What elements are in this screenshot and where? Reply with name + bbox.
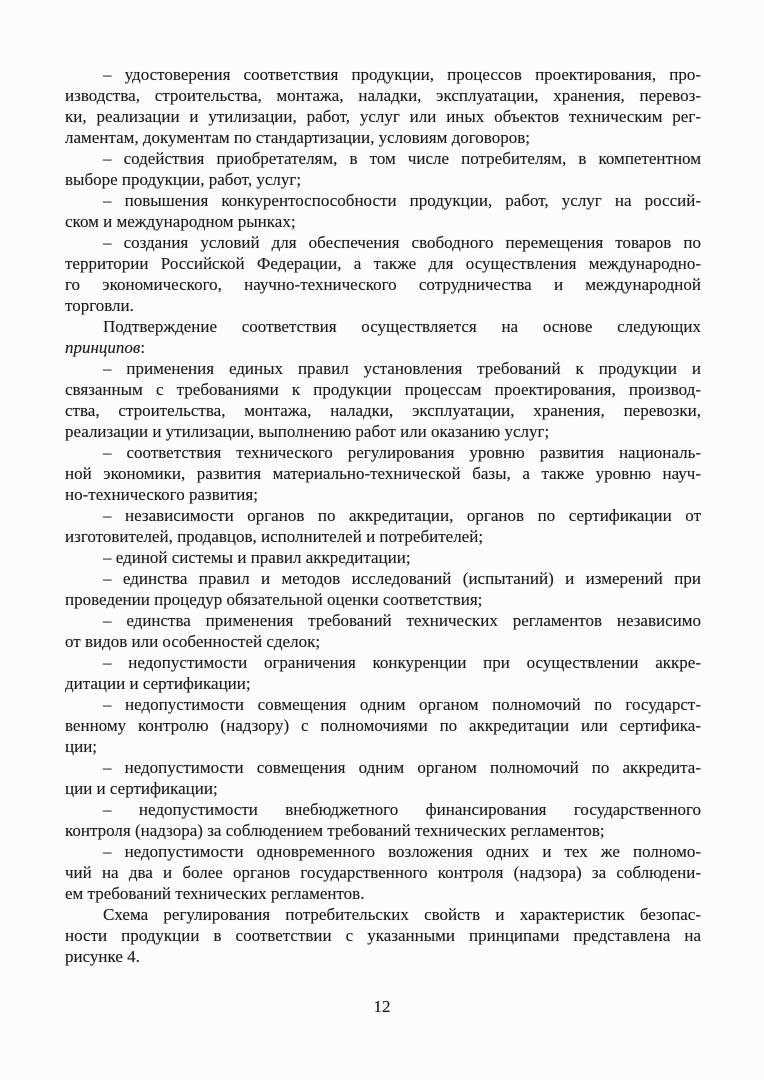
text-line: дитации и сертификации; (65, 674, 251, 693)
text-line: венному контролю (надзору) с полномочиями по аккредитации или сертифика- (65, 716, 701, 735)
text-line: ции; (65, 737, 98, 756)
text-line: – применения единых правил установления требований к продукции и (103, 359, 701, 378)
text-line: – недопустимости ограничения конкуренции при осуществлении аккре- (103, 653, 701, 672)
text-line (65, 337, 701, 358)
paragraph (65, 799, 701, 841)
paragraph (65, 64, 701, 148)
text-line: ки, реализации и утилизации, работ, услуг или иных объектов техническим рег- (65, 107, 701, 126)
text-line: – единства правил и методов исследований (испытаний) и измерений при (103, 569, 701, 588)
paragraph (65, 841, 701, 904)
text-line: – повышения конкурентоспособности продукции, работ, услуг на россий- (103, 191, 701, 210)
text-line: – недопустимости внебюджетного финансирования государственного (103, 800, 701, 819)
text-line: – создания условий для обеспечения свободного перемещения товаров по (103, 233, 701, 252)
text-line: го экономического, научно-технического сотрудничества и международной (65, 275, 701, 294)
text-line: – недопустимости одновременного возложения одних и тех же полномо- (103, 842, 701, 861)
paragraph (65, 232, 701, 316)
text-line: от видов или особенностей сделок; (65, 632, 321, 651)
text-line: – недопустимости совмещения одним органом полномочий по аккредита- (103, 758, 701, 777)
text-line: но-технического развития; (65, 485, 258, 504)
text-line: проведении процедур обязательной оценки соответствия; (65, 590, 483, 609)
page-text (65, 64, 701, 967)
paragraph (65, 904, 701, 967)
text-line: торговли. (65, 296, 134, 315)
text-line: чий на два и более органов государственного контроля (надзора) за соблюдени- (65, 863, 701, 882)
text-line: Подтверждение соответствия осуществляется на основе следующих (103, 317, 701, 336)
paragraph (65, 694, 701, 757)
paragraph (65, 652, 701, 694)
text-segment: : (140, 338, 146, 357)
text-line: – единства применения требований технических регламентов независимо (103, 611, 701, 630)
paragraph (65, 442, 701, 505)
paragraph (65, 568, 701, 610)
paragraph (65, 547, 701, 568)
paragraph (65, 610, 701, 652)
text-line: – единой системы и правил аккредитации; (103, 548, 411, 567)
paragraph (65, 358, 701, 442)
text-line: – удостоверения соответствия продукции, процессов проектирования, про- (103, 65, 701, 84)
text-line: контроля (надзора) за соблюдением требований технических регламентов; (65, 821, 605, 840)
text-line: ства, строительства, монтажа, наладки, эксплуатации, хранения, перевозки, (65, 401, 701, 420)
text-line: изводства, строительства, монтажа, наладки, эксплуатации, хранения, перевоз- (65, 86, 701, 105)
paragraph (65, 757, 701, 799)
paragraph (65, 190, 701, 232)
text-line: – независимости органов по аккредитации, органов по сертификации от (103, 506, 701, 525)
text-line: – соответствия технического регулирования уровню развития националь- (103, 443, 701, 462)
text-line: – недопустимости совмещения одним органом полномочий по государст- (103, 695, 701, 714)
text-line: рисунке 4. (65, 947, 140, 966)
paragraph (65, 148, 701, 190)
text-line: территории Российской Федерации, а также для осуществления международно- (65, 254, 701, 273)
text-line: реализации и утилизации, выполнению работ или оказанию услуг; (65, 422, 550, 441)
text-line: связанным с требованиями к продукции процессам проектирования, производ- (65, 380, 701, 399)
text-line: ности продукции в соответствии с указанными принципами представлена на (65, 926, 701, 945)
page-number: 12 (373, 997, 391, 1016)
paragraph (65, 505, 701, 547)
text-line: ем требований технических регламентов. (65, 884, 365, 903)
text-line: ском и международном рынках; (65, 212, 296, 231)
text-line: ламентам, документам по стандартизации, условиям договоров; (65, 128, 530, 147)
text-line: ной экономики, развития материально-технической базы, а также уровню науч- (65, 464, 701, 483)
italic-text: принципов (65, 338, 141, 357)
paragraph (65, 316, 701, 358)
text-line: – содействия приобретателям, в том числе потребителям, в компетентном (103, 149, 701, 168)
text-line: выборе продукции, работ, услуг; (65, 170, 302, 189)
text-line: ции и сертификации; (65, 779, 218, 798)
text-line: изготовителей, продавцов, исполнителей и потребителей; (65, 527, 484, 546)
text-line: Схема регулирования потребительских свойств и характеристик безопас- (103, 905, 701, 924)
